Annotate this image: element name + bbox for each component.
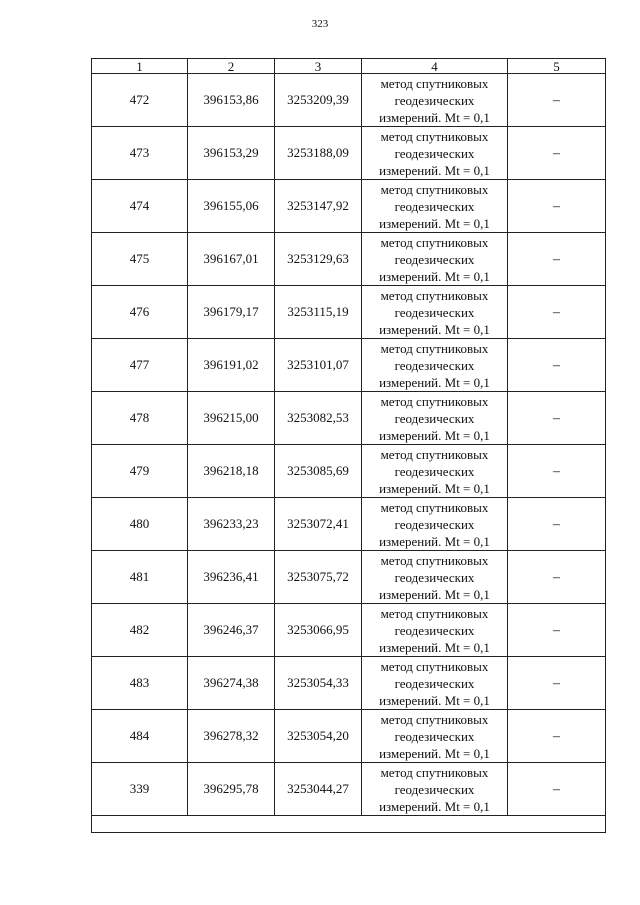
dash-mark: – [553, 728, 560, 744]
method-line: измерений. Mt = 0,1 [379, 162, 490, 178]
method-cell [362, 604, 508, 657]
method-line: измерений. Mt = 0,1 [379, 109, 490, 125]
method-line: геодезических [394, 781, 475, 797]
method-cell [362, 286, 508, 339]
table-row [92, 233, 606, 286]
method-line: измерений. Mt = 0,1 [379, 374, 490, 390]
method-line: метод спутниковых [380, 658, 489, 674]
method-line: геодезических [394, 198, 475, 214]
point-number-cell: 475 [92, 233, 188, 286]
table-row [92, 604, 606, 657]
method-cell [362, 498, 508, 551]
note-cell [508, 710, 606, 763]
note-cell [508, 657, 606, 710]
y-coordinate-cell: 3253082,53 [275, 392, 362, 445]
point-number-cell: 474 [92, 180, 188, 233]
method-line: измерений. Mt = 0,1 [379, 639, 490, 655]
x-coordinate-cell: 396179,17 [188, 286, 275, 339]
method-line: геодезических [394, 675, 475, 691]
y-coordinate-cell: 3253066,95 [275, 604, 362, 657]
note-cell [508, 339, 606, 392]
table-row [92, 445, 606, 498]
method-line: геодезических [394, 463, 475, 479]
point-number-cell: 484 [92, 710, 188, 763]
method-line: измерений. Mt = 0,1 [379, 321, 490, 337]
x-coordinate-cell: 396153,29 [188, 127, 275, 180]
method-line: метод спутниковых [380, 287, 489, 303]
x-coordinate-cell: 396233,23 [188, 498, 275, 551]
x-coordinate-cell: 396295,78 [188, 763, 275, 816]
method-line: метод спутниковых [380, 605, 489, 621]
y-coordinate-cell: 3253044,27 [275, 763, 362, 816]
note-cell [508, 763, 606, 816]
point-number-cell: 479 [92, 445, 188, 498]
table-row [92, 339, 606, 392]
point-number-cell: 480 [92, 498, 188, 551]
method-line: геодезических [394, 304, 475, 320]
point-number-cell: 476 [92, 286, 188, 339]
method-line: геодезических [394, 410, 475, 426]
x-coordinate-cell: 396278,32 [188, 710, 275, 763]
method-cell [362, 392, 508, 445]
x-coordinate-cell: 396236,41 [188, 551, 275, 604]
method-line: геодезических [394, 728, 475, 744]
dash-mark: – [553, 357, 560, 373]
dash-mark: – [553, 569, 560, 585]
table-row [92, 551, 606, 604]
x-coordinate-cell: 396167,01 [188, 233, 275, 286]
point-number-cell: 339 [92, 763, 188, 816]
header-col-4: 4 [362, 59, 508, 74]
dash-mark: – [553, 622, 560, 638]
method-line: измерений. Mt = 0,1 [379, 533, 490, 549]
method-line: геодезических [394, 516, 475, 532]
method-line: метод спутниковых [380, 552, 489, 568]
note-cell [508, 180, 606, 233]
method-line: метод спутниковых [380, 75, 489, 91]
method-line: метод спутниковых [380, 393, 489, 409]
method-cell [362, 710, 508, 763]
y-coordinate-cell: 3253075,72 [275, 551, 362, 604]
x-coordinate-cell: 396218,18 [188, 445, 275, 498]
method-cell [362, 339, 508, 392]
method-cell [362, 233, 508, 286]
note-cell [508, 392, 606, 445]
x-coordinate-cell: 396215,00 [188, 392, 275, 445]
dash-mark: – [553, 410, 560, 426]
dash-mark: – [553, 92, 560, 108]
y-coordinate-cell: 3253147,92 [275, 180, 362, 233]
point-number-cell: 473 [92, 127, 188, 180]
method-cell [362, 763, 508, 816]
y-coordinate-cell: 3253054,20 [275, 710, 362, 763]
method-line: метод спутниковых [380, 181, 489, 197]
method-line: геодезических [394, 569, 475, 585]
method-line: метод спутниковых [380, 764, 489, 780]
x-coordinate-cell: 396155,06 [188, 180, 275, 233]
table-row [92, 127, 606, 180]
dash-mark: – [553, 304, 560, 320]
y-coordinate-cell: 3253101,07 [275, 339, 362, 392]
note-cell [508, 551, 606, 604]
x-coordinate-cell: 396153,86 [188, 74, 275, 127]
method-cell [362, 445, 508, 498]
header-row [92, 59, 606, 74]
header-col-2: 2 [188, 59, 275, 74]
method-line: измерений. Mt = 0,1 [379, 798, 490, 814]
method-line: метод спутниковых [380, 128, 489, 144]
point-number-cell: 477 [92, 339, 188, 392]
dash-mark: – [553, 781, 560, 797]
note-cell [508, 74, 606, 127]
point-number-cell: 482 [92, 604, 188, 657]
dash-mark: – [553, 145, 560, 161]
coordinates-table [91, 58, 606, 833]
method-line: геодезических [394, 145, 475, 161]
table-row [92, 74, 606, 127]
x-coordinate-cell: 396274,38 [188, 657, 275, 710]
y-coordinate-cell: 3253085,69 [275, 445, 362, 498]
y-coordinate-cell: 3253072,41 [275, 498, 362, 551]
note-cell [508, 233, 606, 286]
note-cell [508, 286, 606, 339]
method-line: измерений. Mt = 0,1 [379, 745, 490, 761]
dash-mark: – [553, 516, 560, 532]
table-row [92, 710, 606, 763]
point-number-cell: 483 [92, 657, 188, 710]
note-cell [508, 127, 606, 180]
x-coordinate-cell: 396191,02 [188, 339, 275, 392]
method-line: метод спутниковых [380, 340, 489, 356]
y-coordinate-cell: 3253115,19 [275, 286, 362, 339]
table-row [92, 392, 606, 445]
method-line: геодезических [394, 622, 475, 638]
method-cell [362, 551, 508, 604]
method-line: измерений. Mt = 0,1 [379, 215, 490, 231]
dash-mark: – [553, 463, 560, 479]
method-line: измерений. Mt = 0,1 [379, 480, 490, 496]
point-number-cell: 478 [92, 392, 188, 445]
table-row [92, 763, 606, 816]
table-row [92, 657, 606, 710]
method-line: измерений. Mt = 0,1 [379, 586, 490, 602]
point-number-cell: 472 [92, 74, 188, 127]
point-number-cell: 481 [92, 551, 188, 604]
method-line: метод спутниковых [380, 234, 489, 250]
method-cell [362, 657, 508, 710]
page-number: 323 [311, 18, 329, 30]
method-line: геодезических [394, 357, 475, 373]
note-cell [508, 445, 606, 498]
header-col-5: 5 [508, 59, 606, 74]
method-cell [362, 74, 508, 127]
method-line: геодезических [394, 92, 475, 108]
method-cell [362, 180, 508, 233]
method-line: измерений. Mt = 0,1 [379, 268, 490, 284]
y-coordinate-cell: 3253188,09 [275, 127, 362, 180]
method-line: измерений. Mt = 0,1 [379, 692, 490, 708]
method-line: метод спутниковых [380, 499, 489, 515]
note-cell [508, 498, 606, 551]
note-cell [508, 604, 606, 657]
method-line: метод спутниковых [380, 711, 489, 727]
header-col-1: 1 [92, 59, 188, 74]
y-coordinate-cell: 3253054,33 [275, 657, 362, 710]
table-row [92, 180, 606, 233]
dash-mark: – [553, 675, 560, 691]
dash-mark: – [553, 198, 560, 214]
empty-footer-row [92, 816, 606, 833]
table-row [92, 286, 606, 339]
method-cell [362, 127, 508, 180]
header-col-3: 3 [275, 59, 362, 74]
method-line: метод спутниковых [380, 446, 489, 462]
y-coordinate-cell: 3253209,39 [275, 74, 362, 127]
dash-mark: – [553, 251, 560, 267]
table-row [92, 498, 606, 551]
y-coordinate-cell: 3253129,63 [275, 233, 362, 286]
method-line: измерений. Mt = 0,1 [379, 427, 490, 443]
method-line: геодезических [394, 251, 475, 267]
x-coordinate-cell: 396246,37 [188, 604, 275, 657]
empty-footer-cell [92, 816, 606, 833]
